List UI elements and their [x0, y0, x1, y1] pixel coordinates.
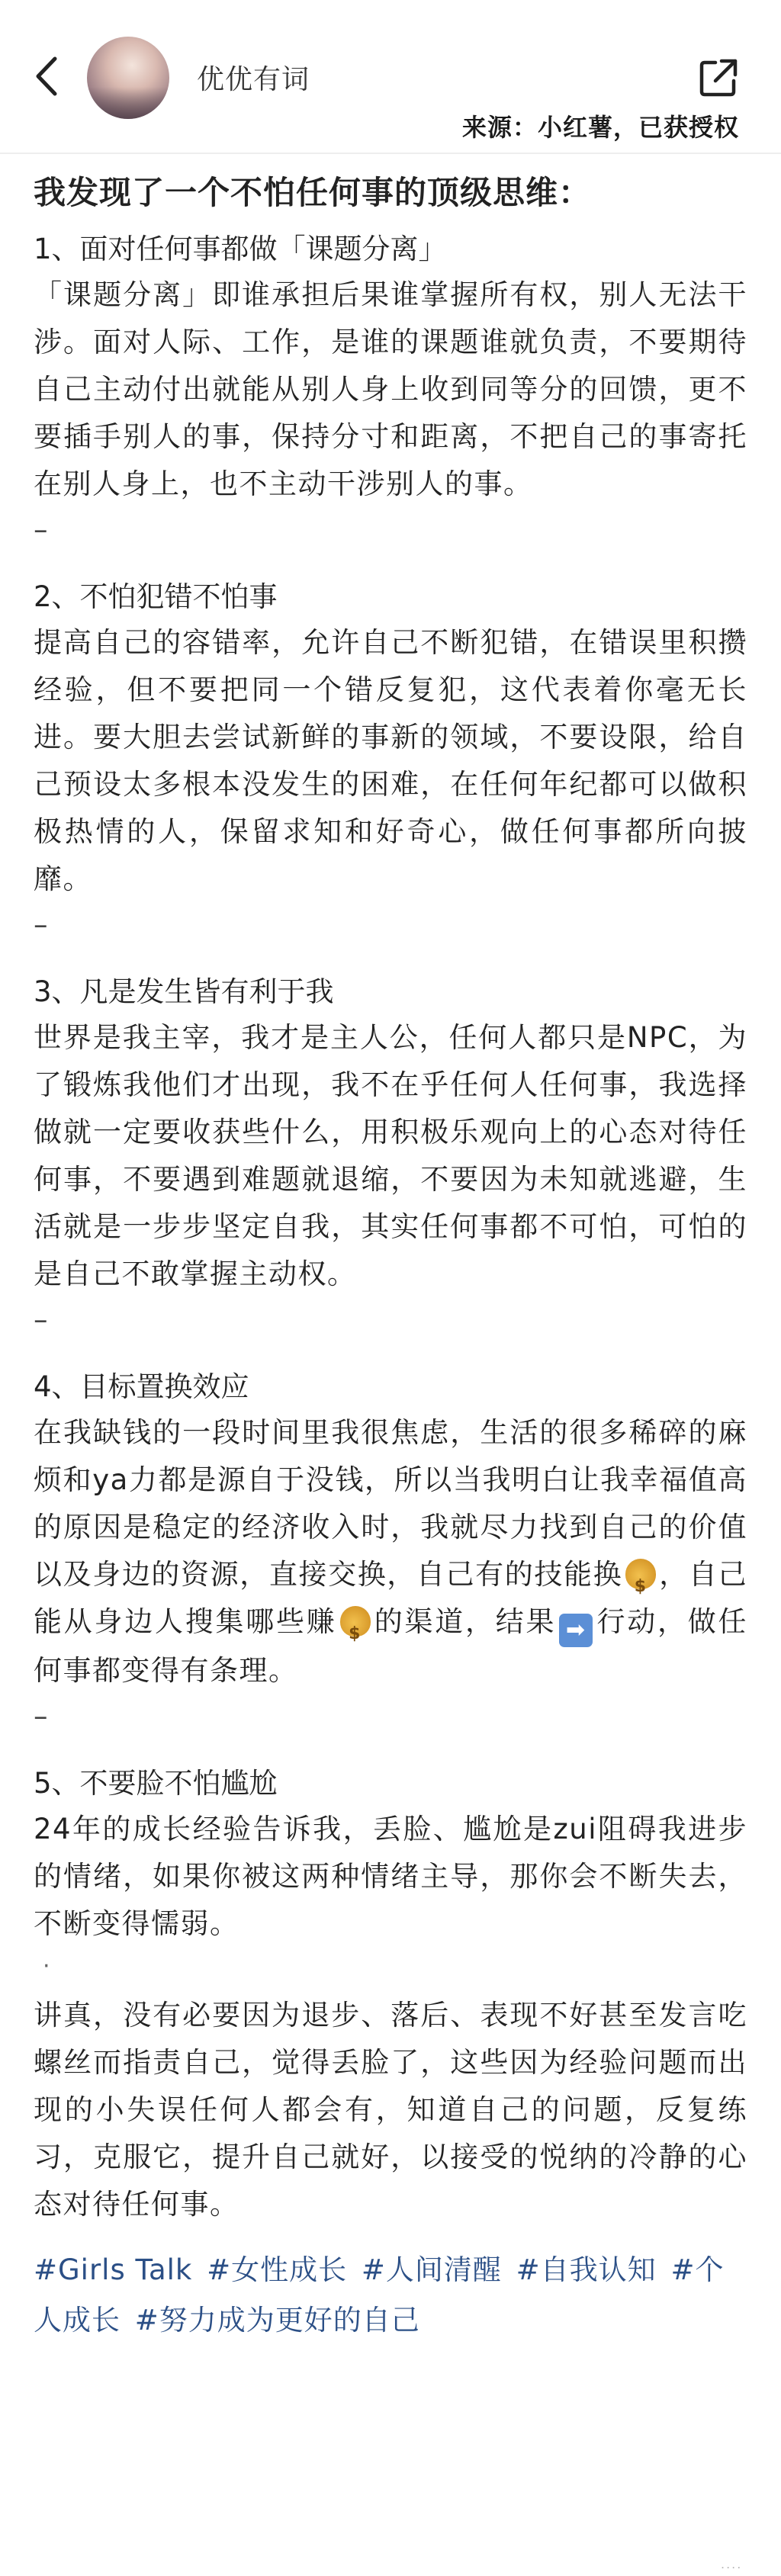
section-body: 世界是我主宰，我才是主人公，任何人都只是NPC，为了锻炼我他们才出现，我不在乎任何人任何事，我选择做就一定要收获些什么，用积极乐观向上的心态对待任何事，不要遇到难题就退缩，不要因为未知就逃避，生活就是一步步坚定自我，其实任何事都不可怕，可怕的是自己不敢掌握主动权。	[34, 1021, 747, 1290]
section-5	[34, 1762, 766, 2228]
section-4	[34, 1365, 766, 1739]
author-name[interactable]: 优优有词	[197, 64, 310, 95]
section-heading: 5、不要脸不怕尴尬	[34, 1767, 278, 1800]
money-bag-icon	[340, 1606, 371, 1636]
section-2	[34, 575, 766, 947]
hashtag-link[interactable]: #努力成为更好的自己	[134, 2304, 420, 2337]
money-bag-icon	[625, 1559, 656, 1589]
share-button[interactable]	[693, 52, 744, 104]
hashtag-link[interactable]: #个人成长	[34, 2253, 725, 2337]
section-body: 「课题分离」即谁承担后果谁掌握所有权，别人无法干涉。面对人际、工作，是谁的课题谁就负责，不要期待自己主动付出就能从别人身上收到同等分的回馈，更不要插手别人的事，保持分寸和距离，不把自己的事寄托在别人身上，也不主动干涉别人的事。	[34, 278, 747, 500]
paragraph-dot: ·	[43, 1953, 50, 1980]
section-body	[34, 1409, 747, 1694]
section-separator: –	[34, 513, 48, 546]
section-separator: –	[34, 1700, 48, 1733]
source-note: 来源：小红薯，已获授权	[461, 113, 739, 142]
post-header	[0, 0, 781, 153]
section-heading: 1、面对任何事都做「课题分离」	[34, 233, 447, 265]
section-heading: 2、不怕犯错不怕事	[34, 580, 278, 613]
body-text: ，自己能从身边人搜集哪些赚	[34, 1558, 748, 1638]
hashtag-list	[34, 2245, 750, 2346]
section-body: 24年的成长经验告诉我，丢脸、尴尬是zui阻碍我进步的情绪，如果你被这两种情绪主导，那你会不断失去，不断变得懦弱。	[34, 1813, 747, 1940]
section-3	[34, 970, 766, 1342]
footer-dots: ....	[721, 2557, 743, 2571]
body-text: 的渠道，结果	[373, 1605, 557, 1638]
hashtag-link[interactable]: #人间清醒	[361, 2253, 502, 2286]
body-text: 在我缺钱的一段时间里我很焦虑，生活的很多稀碎的麻烦和ya力都是源自于没钱，所以当我明白让我幸福值高的原因是稳定的经济收入时，我就尽力找到自己的价值以及身边的资源，直接交换，自己有的技能换	[34, 1416, 747, 1591]
section-separator: –	[34, 908, 48, 941]
section-body-2: 讲真，没有必要因为退步、落后、表现不好甚至发言吃螺丝而指责自己，觉得丢脸了，这些因为经验问题而出现的小失误任何人都会有，知道自己的问题，反复练习，克服它，提升自己就好，以接受的悦纳的冷静的心态对待任何事。	[34, 1999, 747, 2221]
section-1	[34, 227, 766, 552]
section-separator: –	[34, 1303, 48, 1336]
post-title: 我发现了一个不怕任何事的顶级思维：	[34, 174, 592, 211]
avatar[interactable]	[87, 37, 169, 119]
hashtag-link[interactable]: #自我认知	[516, 2253, 657, 2286]
right-arrow-icon: ➡	[559, 1614, 593, 1647]
section-heading: 3、凡是发生皆有利于我	[34, 975, 334, 1008]
hashtag-link[interactable]: #Girls Talk	[34, 2253, 193, 2286]
share-icon	[697, 56, 740, 99]
section-body: 提高自己的容错率，允许自己不断犯错，在错误里积攒经验，但不要把同一个错反复犯，这代表着你毫无长进。要大胆去尝试新鲜的事新的领域，不要设限，给自己预设太多根本没发生的困难，在任何年纪都可以做积极热情的人，保留求知和好奇心，做任何事都所向披靡。	[34, 626, 747, 895]
post-content	[34, 169, 766, 2346]
chevron-left-icon	[34, 56, 58, 97]
back-button[interactable]	[23, 47, 69, 105]
section-heading: 4、目标置换效应	[34, 1370, 249, 1403]
body-text: 行动，做任何事都变得有条理。	[34, 1605, 747, 1687]
hashtag-link[interactable]: #女性成长	[207, 2253, 348, 2286]
header-divider	[0, 153, 781, 154]
